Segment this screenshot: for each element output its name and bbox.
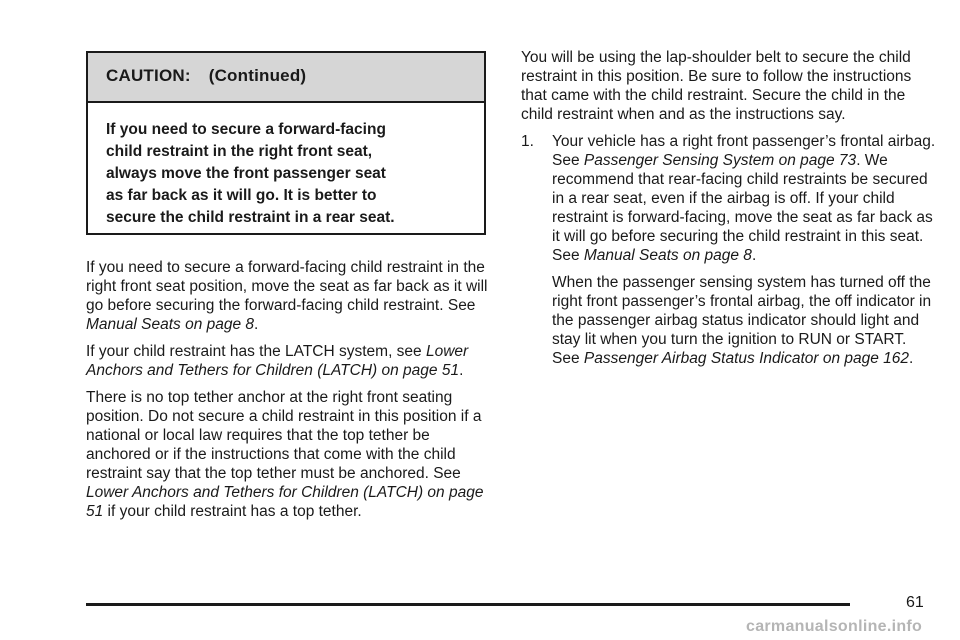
paragraph-text: .: [459, 362, 464, 379]
paragraph-text: When the passenger sensing system has turned off the right front passenger’s frontal airbag, the off indicator in the passenger airbag status indicator should light and stay lit when you turn the ignition to RUN or START. See: [552, 274, 932, 367]
cross-reference-link[interactable]: Passenger Airbag Status Indicator on page 162: [583, 350, 910, 367]
list-item: [521, 132, 936, 265]
caution-box: [86, 51, 486, 235]
watermark: carmanualsonline.info: [746, 618, 923, 635]
paragraph-text: .: [254, 316, 259, 333]
caution-line: child restraint in the right front seat,: [106, 143, 373, 160]
list-item-text: Your vehicle has a right front passenger’s frontal airbag. See: [552, 133, 936, 169]
paragraph-text: If you need to secure a forward-facing child restraint in the right front seat position, move the seat as far back as it will go before securing the forward-facing child restraint. See: [86, 259, 488, 314]
paragraph-status-indicator: [521, 273, 936, 368]
right-column: [521, 48, 936, 376]
cross-reference-link[interactable]: Manual Seats on page 8: [86, 316, 255, 333]
paragraph-text: .: [909, 350, 914, 367]
cross-reference-link[interactable]: Lower Anchors and Tethers for Children (LATCH) on page 51: [86, 484, 484, 520]
caution-line: secure the child restraint in a rear seat.: [106, 209, 395, 226]
paragraph-forward-facing: [86, 258, 488, 334]
caution-line: as far back as it will go. It is better to: [106, 187, 377, 204]
caution-title: CAUTION:: [106, 66, 191, 85]
paragraph-text: If your child restraint has the LATCH system, see: [86, 343, 426, 360]
paragraph-latch: [86, 342, 488, 380]
caution-line: If you need to secure a forward-facing: [106, 121, 386, 138]
caution-body: [88, 103, 484, 229]
list-item-text: .: [751, 247, 757, 264]
cross-reference-link[interactable]: Lower Anchors and Tethers for Children (LATCH) on page 51: [86, 343, 469, 379]
list-item-text: . We recommend that rear-facing child restraints be secured in a rear seat, even if the airbag is off. If your child restraint is forward-facing, move the seat as far back as it will go before securing the child restraint in this seat. See: [552, 152, 933, 264]
caution-line: always move the front passenger seat: [106, 165, 386, 182]
page-number: 61: [906, 594, 924, 611]
caution-header: [88, 53, 484, 103]
footer-rule: [86, 603, 850, 606]
caution-continued: (Continued): [208, 66, 307, 85]
paragraph-text: There is no top tether anchor at the right front seating position. Do not secure a child restraint in this position if a national or local law requires that the top tether be anchored or if the instructions that come with the child restraint say that the top tether must be anchored. See: [86, 389, 482, 482]
cross-reference-link[interactable]: Manual Seats on page 8: [583, 247, 752, 264]
cross-reference-link[interactable]: Passenger Sensing System on page 73: [583, 152, 857, 169]
paragraph-top-tether: [86, 388, 488, 521]
left-column: [86, 258, 488, 529]
paragraph-lap-shoulder-belt: You will be using the lap-shoulder belt to secure the child restraint in this position. Be sure to follow the instructions that came with the child restraint. Secure the child in the child restraint when and as the instructions say.: [521, 49, 912, 123]
paragraph-text: if your child restraint has a top tether.: [103, 503, 362, 520]
list-number: 1.: [521, 133, 534, 150]
